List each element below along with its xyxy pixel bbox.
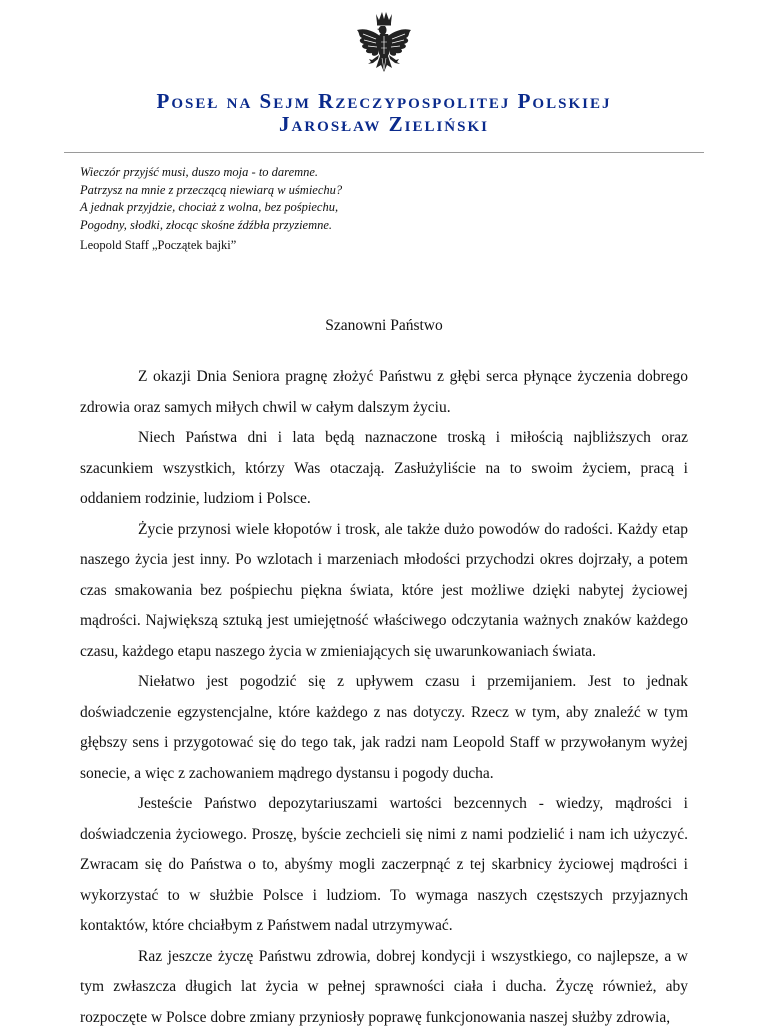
header-divider <box>64 152 704 153</box>
letter-paragraph: Z okazji Dnia Seniora pragnę złożyć Państwu z głębi serca płynące życzenia dobrego zdrowia oraz samych miłych chwil w całym dalszym życiu. <box>80 362 688 423</box>
letter-body <box>80 362 688 1033</box>
poem-line: A jednak przyjdzie, chociaż z wolna, bez pośpiechu, <box>80 199 342 217</box>
letter-paragraph: Jesteście Państwo depozytariuszami wartości bezcennych - wiedzy, mądrości i doświadczenia życiowego. Proszę, byście zechcieli się nimi z nami podzielić i nam ich użyczyć. Zwracam się do Państwa o to, abyśmy mogli zaczerpnąć z tej skarbnicy życiowej mądrości i wykorzystać to w służbie Polsce i ludziom. To wymaga naszych częstszych przyjaznych kontaktów, które chciałbym z Państwem nadal utrzymywać. <box>80 789 688 942</box>
epigraph-poem <box>80 164 342 234</box>
poem-line: Patrzysz na mnie z przeczącą niewiarą w uśmiechu? <box>80 182 342 200</box>
salutation: Szanowni Państwo <box>0 316 768 336</box>
epigraph-attribution: Leopold Staff „Początek bajki” <box>80 237 236 253</box>
letter-paragraph: Życie przynosi wiele kłopotów i trosk, ale także dużo powodów do radości. Każdy etap naszego życia jest inny. Po wzlotach i marzeniach młodości przychodzi okres dojrzały, a potem czas smakowania bez pośpiechu piękna świata, które jest możliwe dzięki nabytej życiowej mądrości. Największą sztuką jest umiejętność właściwego odczytania ważnych znaków każdego czasu, każdego etapu naszego życia w zmieniających się uwarunkowaniach świata. <box>80 515 688 668</box>
mp-name: Jarosław Zieliński <box>0 113 768 135</box>
poem-line: Pogodny, słodki, złocąc skośne źdźbła przyziemne. <box>80 217 342 235</box>
letter-paragraph: Niech Państwa dni i lata będą naznaczone troską i miłością najbliższych oraz szacunkiem wszystkich, którzy Was otaczają. Zasłużyliście na to swoim życiem, pracą i oddaniem rodzinie, ludziom i Polsce. <box>80 423 688 515</box>
poem-line: Wieczór przyjść musi, duszo moja - to daremne. <box>80 164 342 182</box>
letter-paragraph: Niełatwo jest pogodzić się z upływem czasu i przemijaniem. Jest to jednak doświadczenie egzystencjalne, które każdego z nas dotyczy. Rzecz w tym, aby znaleźć w tym głębszy sens i przygotować się do tego tak, jak radzi nam Leopold Staff w przywołanym wyżej sonecie, a więc z zachowaniem mądrego dystansu i pogody ducha. <box>80 667 688 789</box>
letter-paragraph: Raz jeszcze życzę Państwu zdrowia, dobrej kondycji i wszystkiego, co najlepsze, a w tym zwłaszcza długich lat życia w pełnej sprawności ciała i ducha. Życzę również, aby rozpoczęte w Polsce dobre zmiany przyniosły poprawę funkcjonowania naszej służby zdrowia, <box>80 942 688 1033</box>
mp-title: Poseł na Sejm Rzeczypospolitej Polskiej <box>0 90 768 112</box>
polish-eagle-emblem-icon <box>354 10 414 82</box>
